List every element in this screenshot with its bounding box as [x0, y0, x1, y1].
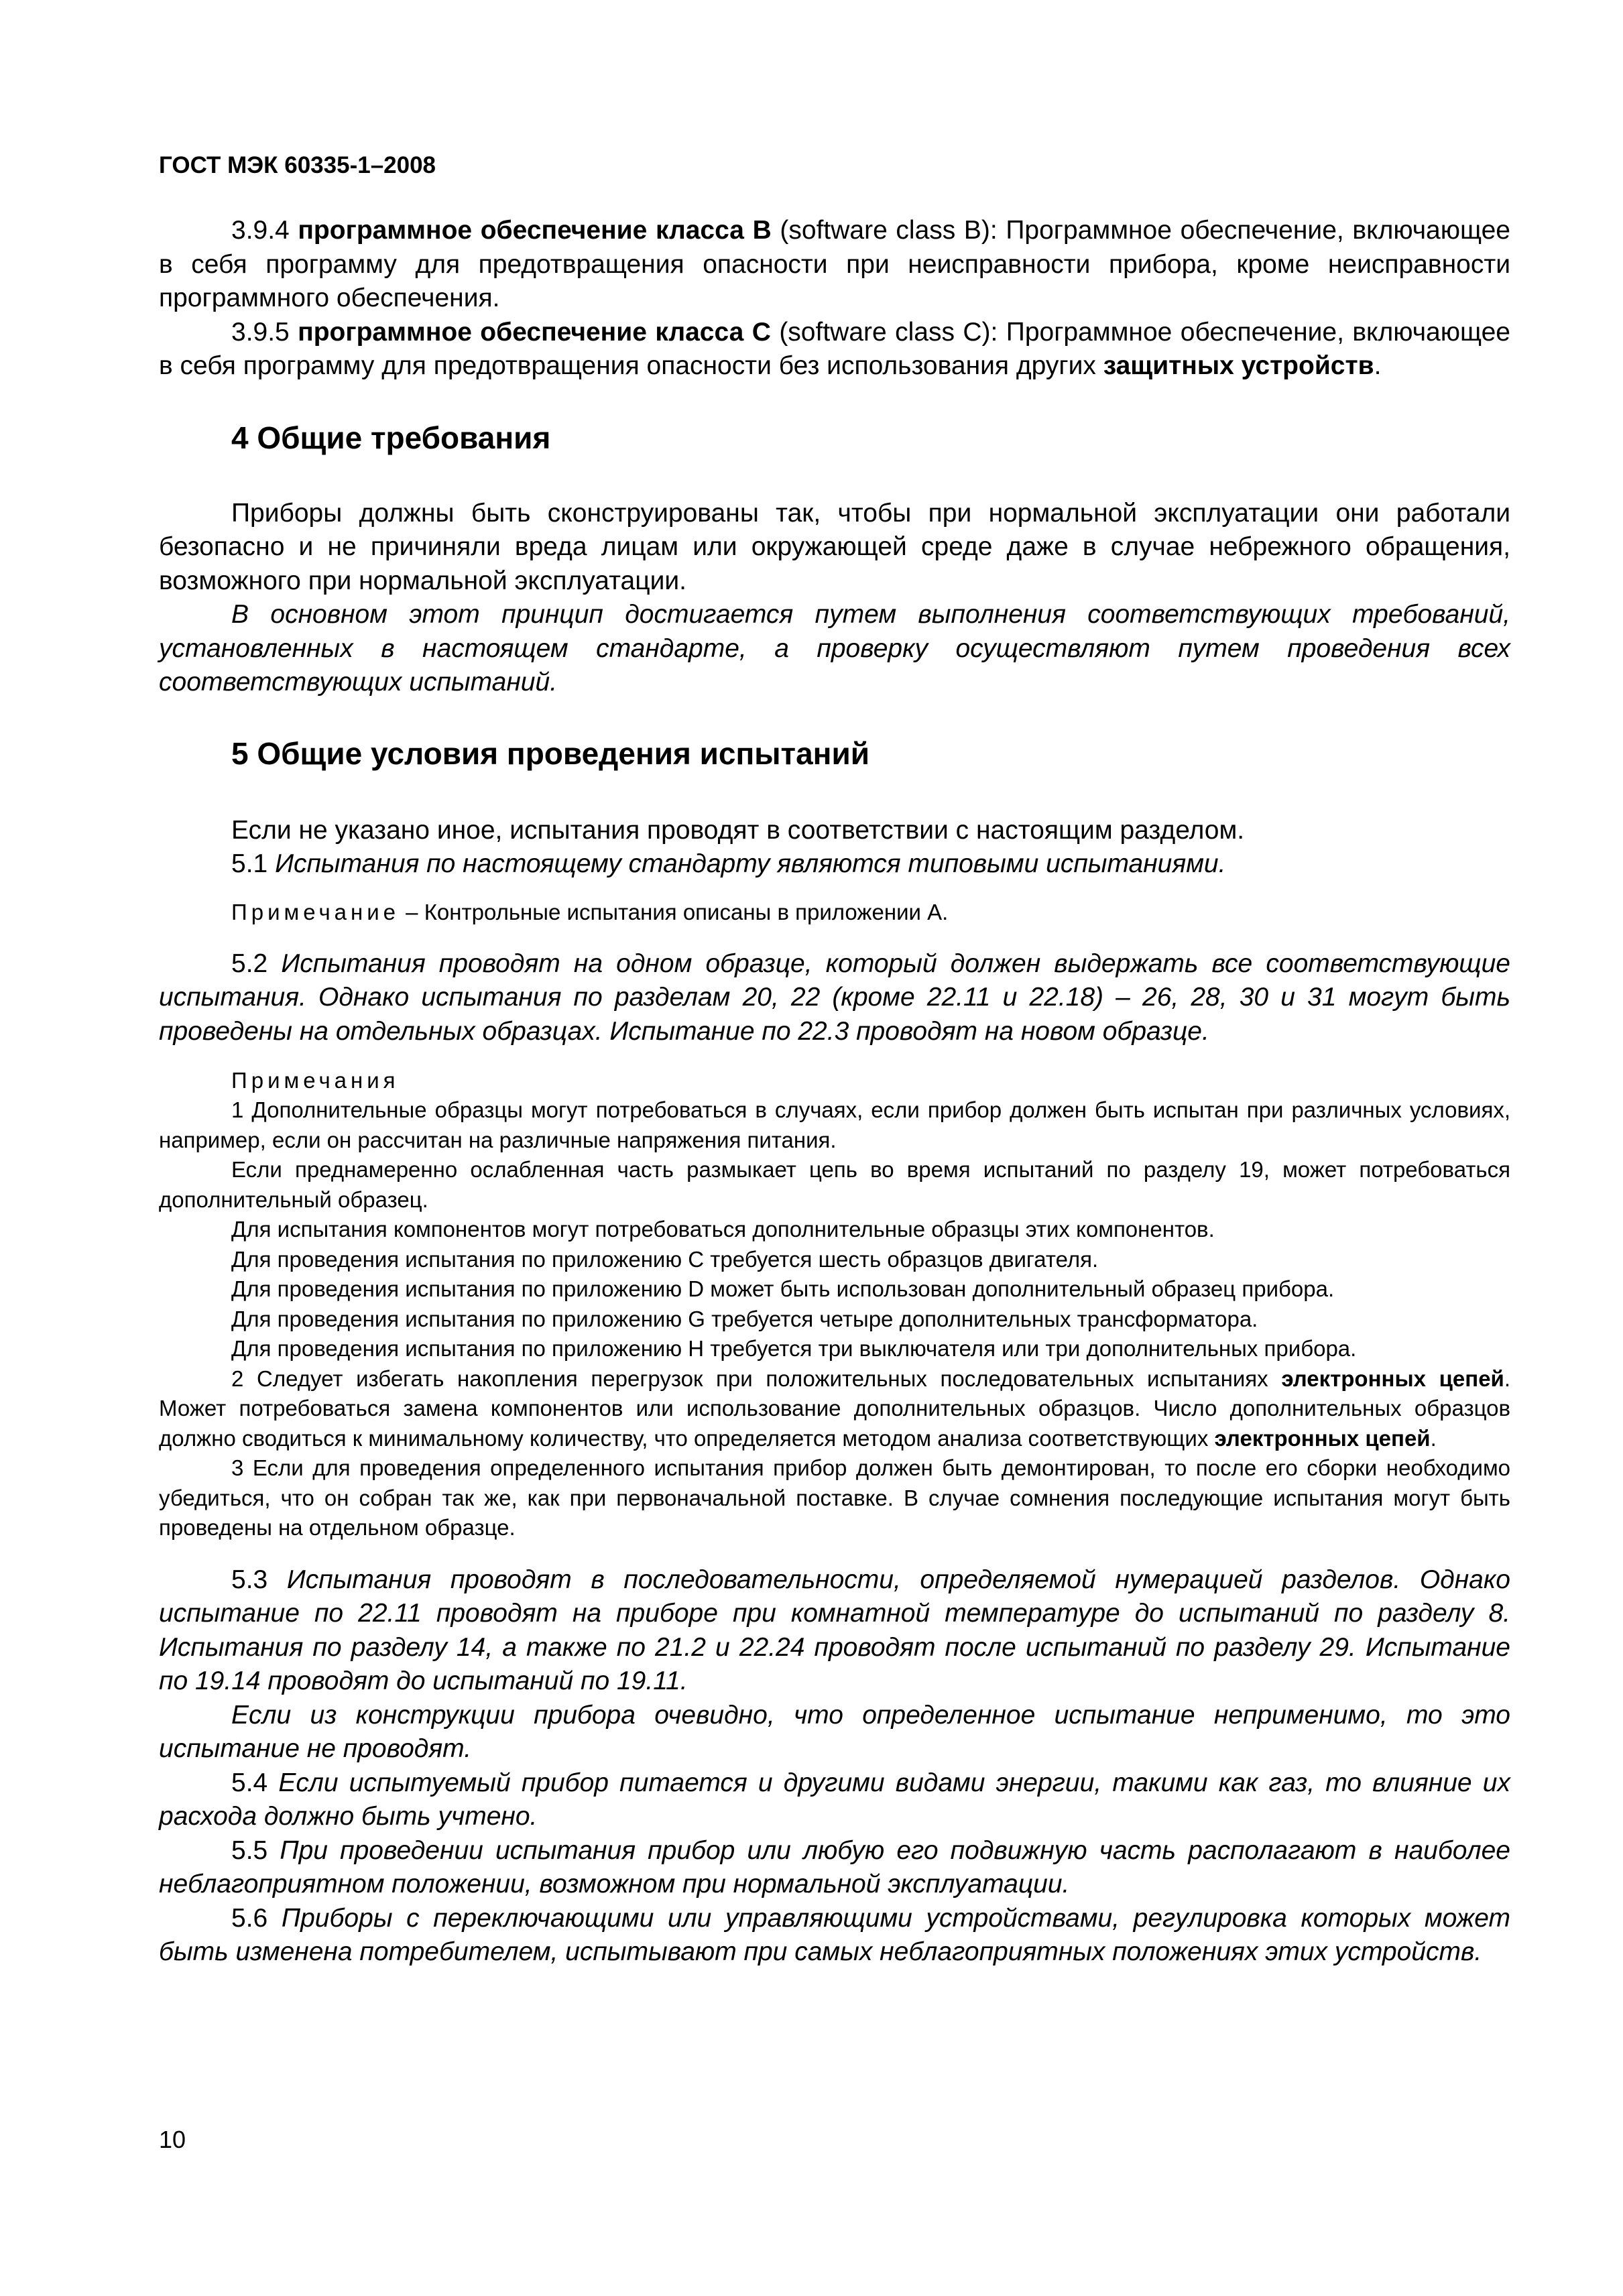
section-4-heading: 4 Общие требования	[231, 420, 551, 455]
section-5-heading: 5 Общие условия проведения испытаний	[231, 735, 870, 771]
note-text: – Контрольные испытания описаны в приложении А.	[400, 899, 949, 924]
note-1-e: Для проведения испытания по приложению D может быть использован дополнительный образец прибора.	[231, 1276, 1335, 1301]
document-page	[159, 151, 1510, 1970]
clause-number: 3.9.4	[231, 216, 298, 245]
clause-5-5	[159, 1834, 1510, 1902]
defined-term: программное обеспечение класса С	[298, 317, 771, 347]
note-1-c: Для испытания компонентов могут потребоваться дополнительные образцы этих компонентов.	[231, 1217, 1215, 1242]
note-3: 3 Если для проведения определенного испытания прибор должен быть демонтирован, то после его сборки необходимо убедиться, что он собран так же, как при первоначальной поставке. В случае сомнения последующие испытания могут быть проведены на отдельном образце.	[159, 1455, 1510, 1540]
clause-5-6	[159, 1902, 1510, 1970]
note-2-text-end: .	[1430, 1425, 1437, 1451]
note-2-text: . Может потребоваться замена компонентов или использование дополнительных образцов. Число дополнительных образцов должно сводиться к минимальному количеству, что определяется методом анализа соответствующих	[159, 1366, 1511, 1451]
clause-text: Испытания проводят на одном образце, который должен выдержать все соответствующие испытания. Однако испытания по разделам 20, 22 (кроме 22.11 и 22.18) – 26, 28, 30 и 31 могут быть проведены на отдельных образцах. Испытание по 22.3 проводят на новом образце.	[159, 949, 1510, 1046]
clause-number: 5.3	[231, 1565, 287, 1594]
document-header: ГОСТ МЭК 60335-1–2008	[159, 152, 436, 178]
section-4-paragraph-italic: В основном этот принцип достигается путем выполнения соответствующих требований, установленных в настоящем стандарте, а проверку осуществляют путем проведения всех соответствующих испытаний.	[159, 600, 1510, 697]
note-1-f: Для проведения испытания по приложению G требуется четыре дополнительных трансформатора.	[231, 1306, 1258, 1331]
note-1-d: Для проведения испытания по приложению С требуется шесть образцов двигателя.	[231, 1246, 1099, 1272]
note-1-g: Для проведения испытания по приложению Н требуется три выключателя или три дополнительных прибора.	[231, 1336, 1357, 1361]
note-1-b: Если преднамеренно ослабленная часть размыкает цепь во время испытаний по разделу 19, может потребоваться дополнительный образец.	[159, 1157, 1510, 1212]
clause-number: 5.5	[231, 1835, 280, 1865]
note-2	[159, 1364, 1510, 1454]
clause-text-end: .	[1374, 351, 1382, 380]
clauses-5-3-to-5-6	[159, 1563, 1510, 1970]
clause-number: 3.9.5	[231, 317, 298, 347]
section-5-intro: Если не указано иное, испытания проводят в соответствии с настоящим разделом.	[231, 815, 1245, 845]
clause-text: Испытания проводят в последовательности, определяемой нумерацией разделов. Однако испытание по 22.11 проводят на приборе при комнатной температуре до испытаний по разделу 8. Испытания по разделу 14, а также по 21.2 и 22.24 проводят после испытаний по разделу 29. Испытание по 19.14 проводят до испытаний по 19.11.	[159, 1565, 1510, 1695]
clause-text: Если испытуемый прибор питается и другими видами энергии, такими как газ, то влияние их расхода должно быть учтено.	[159, 1768, 1510, 1831]
notes-label: Примечания	[231, 1068, 400, 1093]
defined-term: электронных цепей	[1214, 1425, 1431, 1451]
defined-term: электронных цепей	[1281, 1366, 1504, 1391]
clause-number: 5.2	[231, 949, 282, 978]
section-4-paragraph: Приборы должны быть сконструированы так, чтобы при нормальной эксплуатации они работали безопасно и не причиняли вреда лицам или окружающей среде даже в случае небрежного обращения, возможного при нормальной эксплуатации.	[159, 498, 1510, 595]
clause-5-3-continued: Если из конструкции прибора очевидно, что определенное испытание неприменимо, то это испытание не проводят.	[159, 1700, 1510, 1763]
clause-number: 5.6	[231, 1903, 282, 1933]
defined-term: защитных устройств	[1103, 351, 1374, 380]
clause-text: (software class B): Программное обеспечение, включающее в себя программу для предотвращения опасности при неисправности прибора, кроме неисправности программного обеспечения.	[159, 216, 1511, 312]
clause-text: (software class C): Программное обеспечение, включающее в себя программу для предотвращения опасности без использования других	[159, 317, 1510, 380]
clause-text: При проведении испытания прибор или любую его подвижную часть располагают в наиболее неблагоприятном положении, возможном при нормальной эксплуатации.	[159, 1835, 1510, 1898]
note-1: 1 Дополнительные образцы могут потребоваться в случаях, если прибор должен быть испытан при различных условиях, например, если он рассчитан на различные напряжения питания.	[159, 1097, 1510, 1152]
note-5-1	[159, 898, 1510, 927]
page-number: 10	[159, 2126, 186, 2153]
clause-text: Приборы с переключающими или управляющими устройствами, регулировка которых может быть изменена потребителем, испытывают при самых неблагоприятных положениях этих устройств.	[159, 1903, 1510, 1966]
clause-3-9-4	[159, 214, 1510, 316]
clause-5-4	[159, 1766, 1510, 1834]
clause-5-2	[159, 947, 1510, 1049]
clause-number: 5.1	[231, 849, 276, 878]
defined-term: программное обеспечение класса В	[298, 216, 772, 245]
clause-3-9-5	[159, 316, 1510, 383]
clause-text: Испытания по настоящему стандарту являются типовыми испытаниями.	[275, 849, 1226, 878]
note-2-text: 2 Следует избегать накопления перегрузок при положительных последовательных испытаниях	[231, 1366, 1282, 1391]
clause-5-1	[159, 847, 1510, 882]
note-label: Примечание	[231, 899, 400, 924]
clause-5-3	[159, 1563, 1510, 1699]
notes-5-2	[159, 1066, 1510, 1543]
clause-number: 5.4	[231, 1768, 279, 1797]
